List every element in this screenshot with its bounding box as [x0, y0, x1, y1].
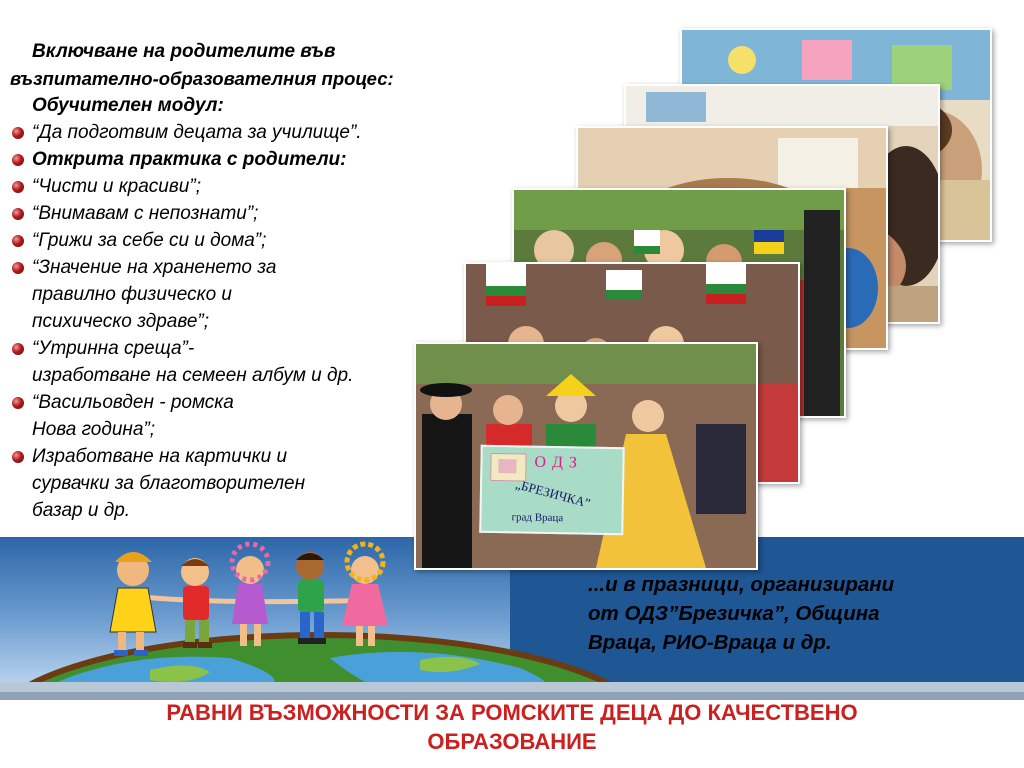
activity-item-line: Открита практика с родители: — [32, 149, 347, 170]
bullet-icon — [12, 343, 24, 355]
bullet-icon — [12, 397, 24, 409]
caption-line-2: от ОДЗ”Брезичка”, Община — [588, 602, 880, 625]
activity-item-line: “Васильовден - ромска — [32, 392, 234, 413]
sign-odz: О Д З — [534, 453, 579, 472]
activity-item — [10, 119, 490, 146]
activity-item-line: психическо здраве”; — [32, 311, 210, 332]
activity-item-line: Изработване на картички и — [32, 446, 288, 467]
bullet-icon — [12, 262, 24, 274]
divider-strip — [0, 682, 1024, 692]
intro-line-3: Обучителен модул: — [32, 95, 224, 116]
activity-item — [10, 254, 490, 335]
activity-item-line: изработване на семеен албум и др. — [32, 365, 354, 386]
activity-item — [10, 335, 490, 389]
activity-item-line: “Значение на храненето за — [32, 257, 277, 278]
activity-list — [10, 119, 490, 524]
bullet-icon — [12, 181, 24, 193]
text-block — [10, 38, 490, 524]
bullet-icon — [12, 235, 24, 247]
activity-item-line: Нова година”; — [32, 419, 156, 440]
child-figure-3 — [232, 544, 268, 646]
bullet-icon — [12, 208, 24, 220]
child-figure-4 — [296, 552, 326, 644]
caption-line-3: Враца, РИО-Враца и др. — [588, 631, 832, 654]
activity-item-line: “Утринна среща”- — [32, 338, 195, 359]
footer-title — [0, 698, 1024, 756]
footer-title-line-2: ОБРАЗОВАНИЕ — [427, 729, 597, 754]
sign-city: град Враца — [511, 511, 564, 525]
kindergarten-sign — [479, 445, 625, 535]
child-figure-5 — [342, 544, 388, 646]
bullet-icon — [12, 451, 24, 463]
caption-line-1: ...и в празници, организирани — [588, 573, 895, 596]
activity-item — [10, 173, 490, 200]
sign-name: „БРЕЗИЧКА” — [514, 476, 593, 511]
caption — [588, 570, 1008, 657]
activity-item-line: “Чисти и красиви”; — [32, 176, 201, 197]
activity-item — [10, 227, 490, 254]
footer-title-line-1: РАВНИ ВЪЗМОЖНОСТИ ЗА РОМСКИТЕ ДЕЦА ДО КАЧЕСТВЕНО — [166, 700, 858, 725]
bullet-icon — [12, 154, 24, 166]
activity-item — [10, 146, 490, 173]
activity-item-line: “Да подготвим децата за училище”. — [32, 122, 362, 143]
child-figure-2 — [181, 558, 212, 648]
activity-item-line: базар и др. — [32, 500, 131, 521]
activity-item-line: “Грижи за себе си и дома”; — [32, 230, 267, 251]
intro-line-2: възпитателно-образователния процес: — [10, 68, 394, 89]
bullet-icon — [12, 127, 24, 139]
activity-item-line: “Внимавам с непознати”; — [32, 203, 259, 224]
activity-item — [10, 200, 490, 227]
activity-item — [10, 443, 490, 524]
child-figure-1 — [110, 552, 156, 656]
intro-line-1: Включване на родителите във — [32, 41, 336, 62]
activity-item-line: сурвачки за благотворителен — [32, 473, 306, 494]
activity-item — [10, 389, 490, 443]
activity-item-line: правилно физическо и — [32, 284, 233, 305]
